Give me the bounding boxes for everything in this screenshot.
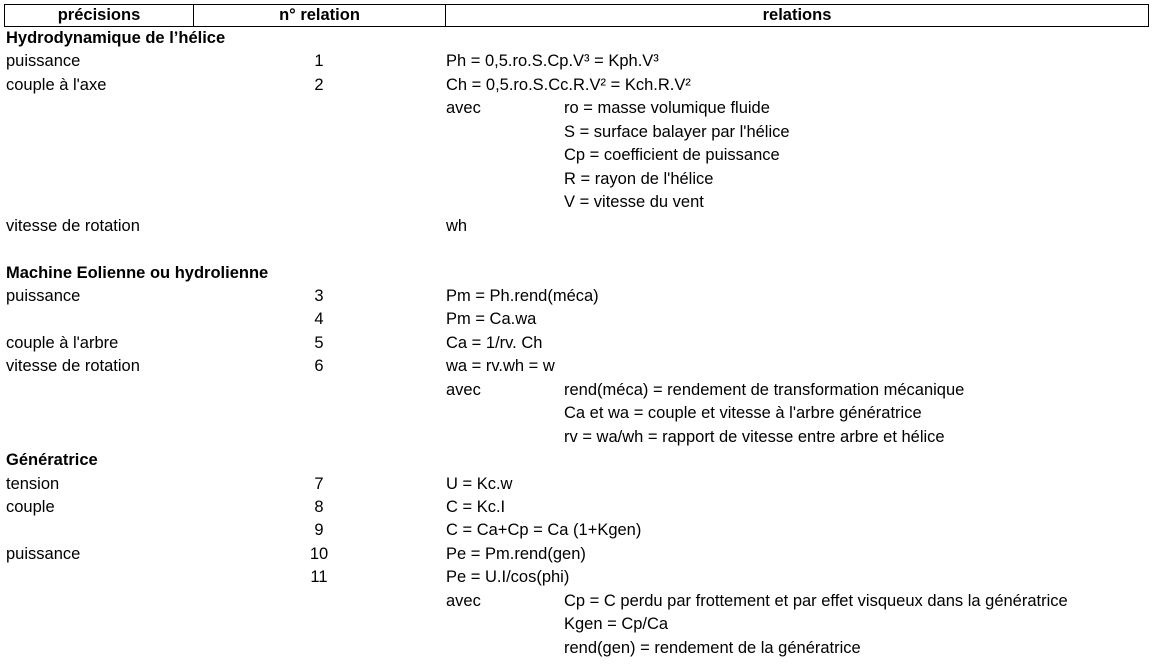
table-row bbox=[0, 74, 1153, 97]
table-row bbox=[0, 355, 1153, 378]
relation-cell: Ch = 0,5.ro.S.Cc.R.V² = Kch.R.V² bbox=[446, 75, 691, 94]
table-row bbox=[0, 191, 1153, 214]
relation-number-cell: 10 bbox=[309, 544, 329, 563]
relation-detail-cell: Cp = C perdu par frottement et par effet visqueux dans la génératrice bbox=[564, 591, 1068, 610]
relation-cell: Pe = Pm.rend(gen) bbox=[446, 544, 586, 563]
relation-cell: avec bbox=[446, 591, 481, 610]
table-row bbox=[0, 121, 1153, 144]
table-row bbox=[0, 566, 1153, 589]
precision-cell: couple à l'axe bbox=[6, 75, 107, 94]
section-heading-row bbox=[0, 262, 1153, 285]
relation-cell: Pm = Ph.rend(méca) bbox=[446, 286, 599, 305]
relation-cell: Ca = 1/rv. Ch bbox=[446, 333, 543, 352]
relation-cell: Pe = U.I/cos(phi) bbox=[446, 568, 570, 587]
table-row bbox=[0, 238, 1153, 261]
relation-cell: avec bbox=[446, 380, 481, 399]
table-row bbox=[0, 543, 1153, 566]
table-row bbox=[0, 496, 1153, 519]
relation-detail-cell: R = rayon de l'hélice bbox=[564, 169, 714, 188]
relation-detail-cell: rend(méca) = rendement de transformation mécanique bbox=[564, 380, 965, 399]
relation-cell: U = Kc.w bbox=[446, 474, 513, 493]
relation-detail-cell: rend(gen) = rendement de la génératrice bbox=[564, 638, 861, 657]
table-header bbox=[4, 4, 1149, 27]
precision-cell: vitesse de rotation bbox=[6, 357, 140, 376]
relation-number-cell: 5 bbox=[314, 333, 324, 352]
precision-cell: puissance bbox=[6, 286, 81, 305]
header-precisions: précisions bbox=[5, 5, 194, 26]
section-title: Génératrice bbox=[6, 451, 98, 470]
relation-detail-cell: V = vitesse du vent bbox=[564, 193, 704, 212]
relation-cell: wa = rv.wh = w bbox=[446, 357, 555, 376]
section-title: Hydrodynamique de l’hélice bbox=[6, 29, 226, 47]
table-row bbox=[0, 215, 1153, 238]
table-row bbox=[0, 97, 1153, 120]
relation-detail-cell: S = surface balayer par l'hélice bbox=[564, 122, 790, 141]
table-row bbox=[0, 168, 1153, 191]
precision-cell: tension bbox=[6, 474, 60, 493]
relation-cell: Ph = 0,5.ro.S.Cp.V³ = Kph.V³ bbox=[446, 52, 659, 71]
relation-number-cell: 8 bbox=[314, 498, 324, 516]
relation-detail-cell: rv = wa/wh = rapport de vitesse entre arbre et hélice bbox=[564, 427, 945, 446]
relation-detail-cell: Kgen = Cp/Ca bbox=[564, 615, 669, 634]
relation-detail-cell: Cp = coefficient de puissance bbox=[564, 146, 780, 165]
table-row bbox=[0, 50, 1153, 73]
table-row bbox=[0, 590, 1153, 613]
table-row bbox=[0, 379, 1153, 402]
table-row bbox=[0, 402, 1153, 425]
relation-cell: Pm = Ca.wa bbox=[446, 310, 537, 329]
table-row bbox=[0, 473, 1153, 496]
relation-cell: C = Ca+Cp = Ca (1+Kgen) bbox=[446, 521, 642, 540]
table-row bbox=[0, 144, 1153, 167]
relation-number-cell: 2 bbox=[314, 75, 324, 94]
relation-detail-cell: Ca et wa = couple et vitesse à l'arbre génératrice bbox=[564, 404, 922, 423]
header-relation-number: n° relation bbox=[194, 5, 446, 26]
relation-number-cell: 11 bbox=[310, 568, 328, 587]
header-relations: relations bbox=[762, 6, 832, 24]
relation-cell: C = Kc.I bbox=[446, 498, 506, 516]
table-row bbox=[0, 332, 1153, 355]
precision-cell: couple à l'arbre bbox=[6, 333, 119, 352]
table-row bbox=[0, 613, 1153, 636]
table-row bbox=[0, 426, 1153, 449]
precision-cell: vitesse de rotation bbox=[6, 216, 140, 235]
section-heading-row bbox=[0, 449, 1153, 472]
precision-cell: puissance bbox=[6, 544, 81, 563]
relation-detail-cell: ro = masse volumique fluide bbox=[564, 99, 770, 118]
table-row bbox=[0, 308, 1153, 331]
relation-number-cell: 1 bbox=[314, 52, 324, 71]
relation-number-cell: 3 bbox=[314, 286, 324, 305]
section-heading-row bbox=[0, 27, 1153, 50]
precision-cell: couple bbox=[6, 498, 55, 516]
relation-number-cell: 6 bbox=[314, 357, 324, 376]
table-row bbox=[0, 285, 1153, 308]
section-title: Machine Eolienne ou hydrolienne bbox=[6, 263, 269, 282]
relation-cell: wh bbox=[446, 216, 468, 235]
table-row bbox=[0, 519, 1153, 542]
relation-number-cell: 7 bbox=[314, 474, 324, 493]
relation-cell: avec bbox=[446, 99, 481, 118]
relation-number-cell: 4 bbox=[314, 310, 324, 329]
table-row bbox=[0, 637, 1153, 660]
precision-cell: puissance bbox=[6, 52, 81, 71]
relation-number-cell: 9 bbox=[314, 521, 324, 540]
